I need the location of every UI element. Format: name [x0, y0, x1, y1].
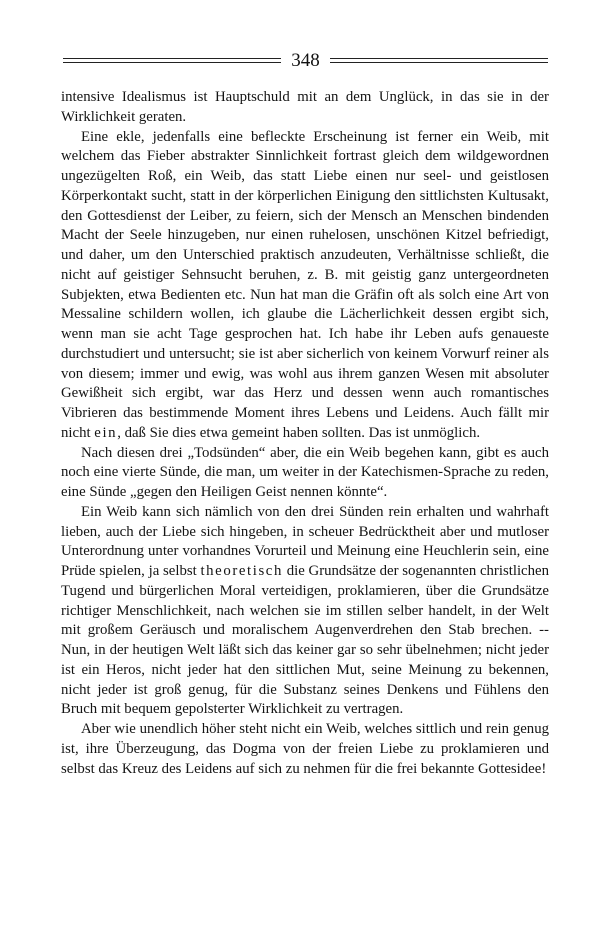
paragraph-2-text-b: , daß Sie dies etwa gemeint haben sollten. Das ist unmöglich.	[117, 424, 481, 441]
paragraph-2	[61, 128, 549, 444]
paragraph-5: Aber wie unendlich höher steht nicht ein Weib, welches sittlich und rein genug ist, ihre Überzeugung, das Dogma von der freien Liebe zu proklamieren und selbst das Kreuz des Leidens auf sich zu nehmen für die frei bekannte Gottesidee!	[61, 721, 549, 777]
paragraph-4-text-b: die Grundsätze der sogenannten christlichen Tugend und bürgerlichen Moral verteidigen, proklamieren, über die Grundsätze richtiger Menschlichkeit, nach welchen sie im stillen selber handelt, in der Welt mit großem Geräusch und moralischem Augenverdrehen den Stab brechen. -- Nun, in der heutigen Welt läßt sich das keiner gar so sehr übelnehmen; nicht jeder ist ein Heros, nicht jeder hat den sittlichen Mut, seine Meinung zu bekennen, nicht jeder ist groß genug, für die Substanz seines Denkens und Fühlens den Bruch mit bequem gepolsterter Wirklichkeit zu vertragen.	[61, 563, 549, 718]
paragraph-4-text-a: Ein Weib kann sich nämlich von den drei Sünden rein erhalten und wahrhaft lieben, auch der Liebe sich hingeben, in scheuer Bedrücktheit aber und mutloser Unterordnung unter vorhandnes Vorurteil und Meinung eine Heuchlerin sein, eine Prüde spielen, ja selbst	[61, 503, 549, 579]
paragraph-2-emphasis: ein	[94, 424, 118, 441]
page-header	[63, 46, 548, 74]
page-number: 348	[291, 49, 320, 71]
header-rule-right	[330, 58, 548, 63]
paragraph-2-text-a: Eine ekle, jedenfalls eine befleckte Erscheinung ist ferner ein Weib, mit welchem das Fieber abstrakter Sinnlichkeit fortrast gleich dem wildgewordnen ungezügelten Roß, ein Weib, das statt Liebe einen nur seel- und geistlosen Körperkontakt sucht, statt in der körperlichen Einigung den sittlichsten Kultusakt, den Gottesdienst der Leiber, zu feiern, sich der Mensch an Menschen bindenden Macht der Seele hinzugeben, nur einen ruhelosen, unschönen Kitzel befriedigt, und daher, um den Unterschied praktisch anzudeuten, Verhältnisse schließt, die nicht auf geistiger Sehnsucht beruhen, z. B. mit geistig ganz untergeordneten Subjekten, etwa Bedienten etc. Nun hat man die Gräfin oft als solch eine Art von Messaline schildern wollen, ich glaube die Lächerlichkeit dessen ergibt sich, wenn man sie acht Tage gesprochen hat. Ich habe ihr Leben aufs genaueste durchstudiert und untersucht; sie ist aber sicherlich von keinem Vorwurf reiner als von diesem; immer und ewig, was wohl aus ihrem ganzen Wesen mit absoluter Gewißheit sich ergibt, war das Herz und dessen wenn auch romantisches Vibrieren das bestimmende Moment ihres Lebens und Leidens. Auch fällt mir nicht	[61, 128, 549, 441]
header-rule-left	[63, 58, 281, 63]
paragraph-1: intensive Idealismus ist Hauptschuld mit an dem Unglück, in das sie in der Wirklichkeit geraten.	[61, 89, 549, 125]
paragraph-3: Nach diesen drei „Todsünden“ aber, die ein Weib begehen kann, gibt es auch noch eine vierte Sünde, die man, um weiter in der Katechismen-Sprache zu reden, eine Sünde „gegen den Heiligen Geist nennen könnte“.	[61, 444, 549, 500]
paragraph-4-emphasis: theoretisch	[200, 563, 283, 579]
paragraph-4	[61, 503, 549, 720]
body-text	[61, 88, 549, 779]
